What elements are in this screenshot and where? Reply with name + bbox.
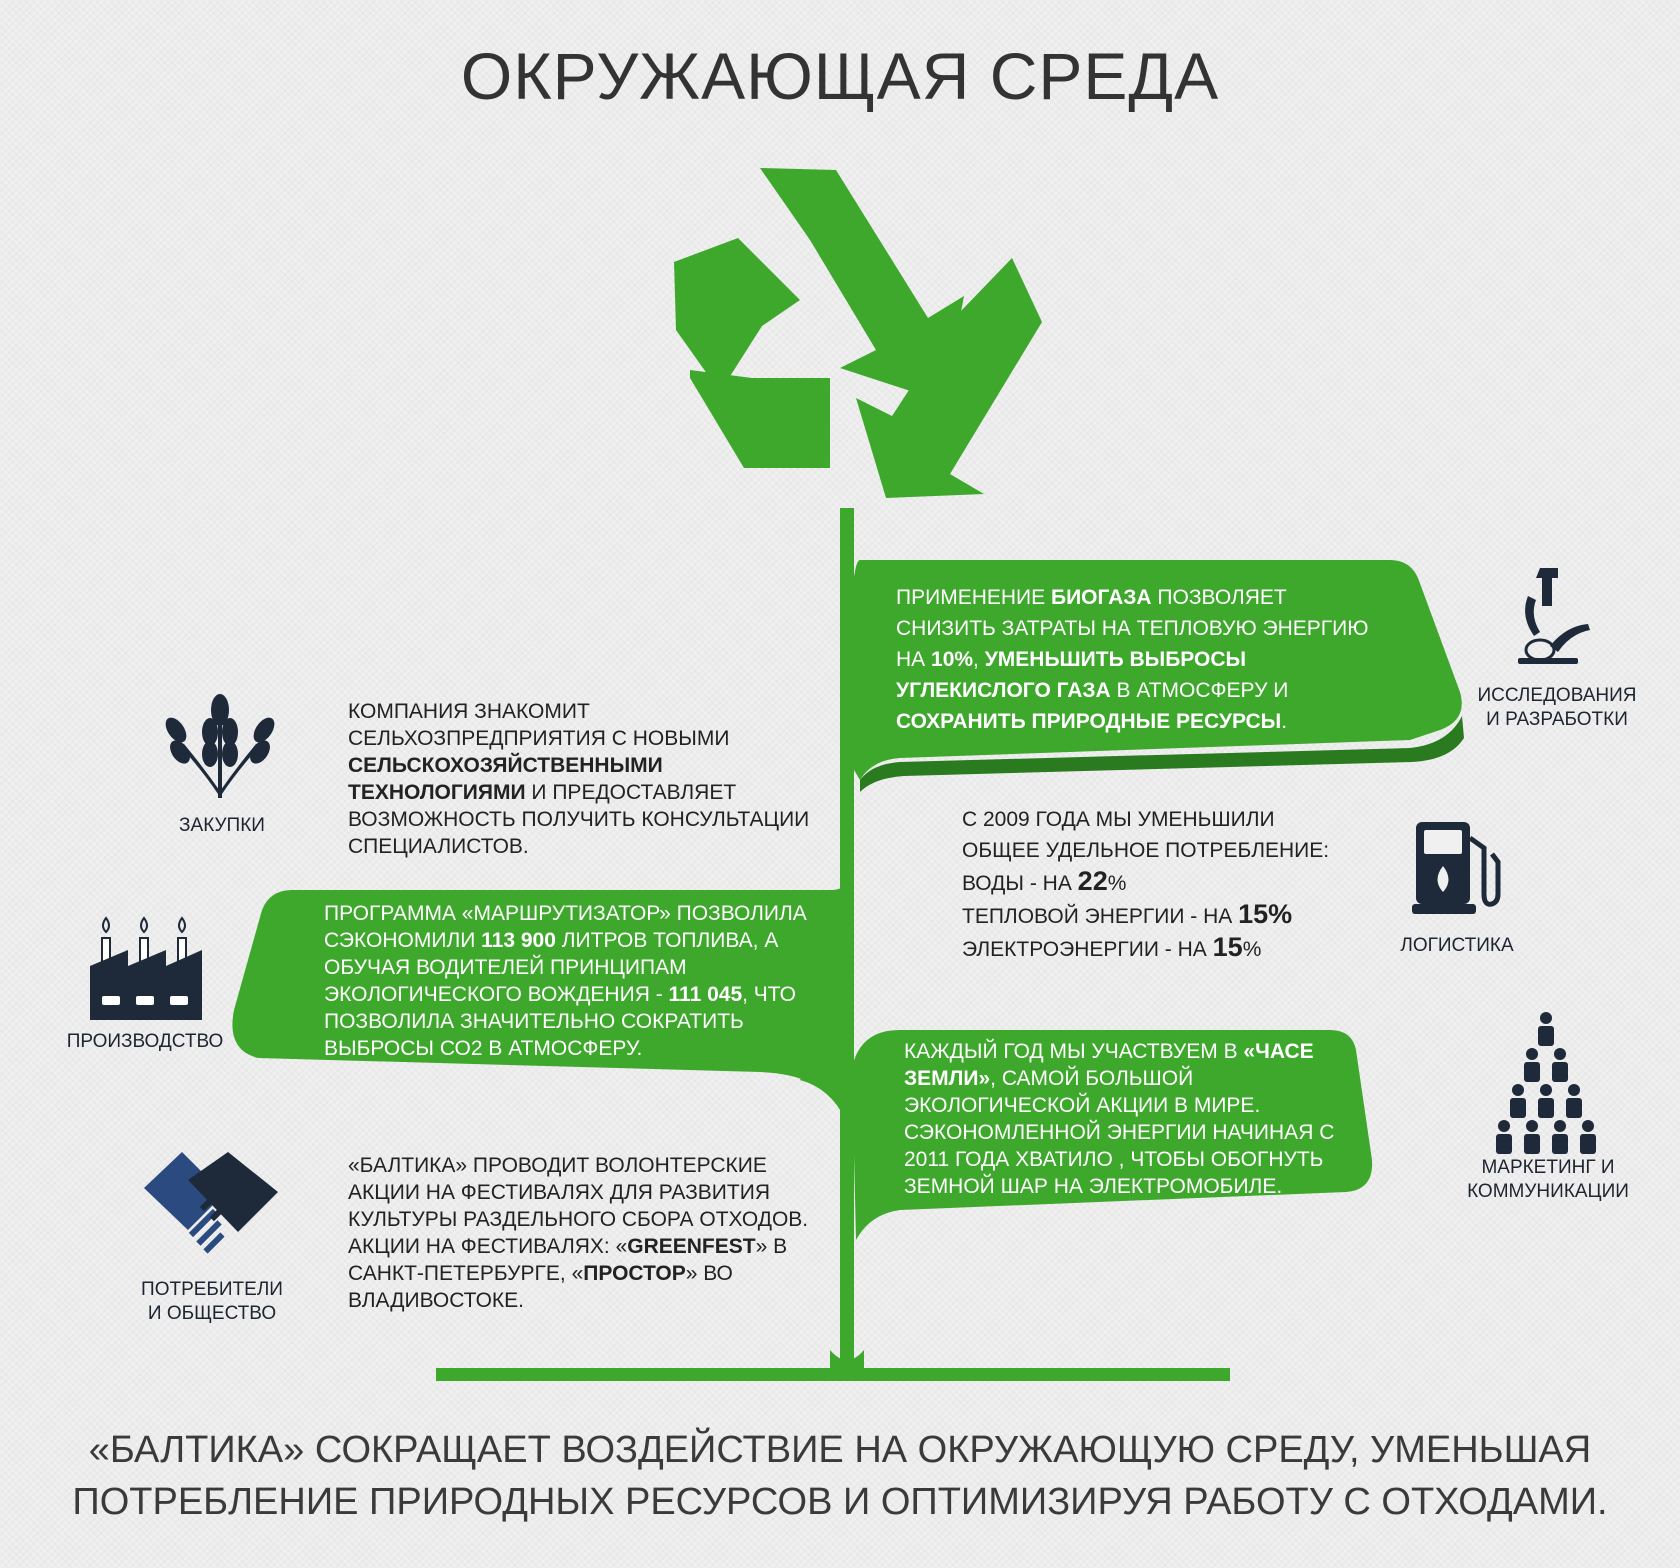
logistics-label: ЛОГИСТИКА (1400, 935, 1514, 956)
handshake-icon (144, 1150, 280, 1260)
procurement-label: ЗАКУПКИ (179, 815, 265, 836)
biogas-text: ПРИМЕНЕНИЕ БИОГАЗА ПОЗВОЛЯЕТ СНИЗИТЬ ЗАТРАТЫ НА ТЕПЛОВУЮ ЭНЕРГИЮ НА 10%, УМЕНЬШИТЬ ВЫБРОСЫ УГЛЕКИСЛОГО ГАЗА В АТМОСФЕРУ И СОХРАНИТЬ ПРИРОДНЫЕ РЕСУРСЫ. (896, 586, 1369, 733)
person-icon (1552, 1062, 1568, 1082)
router-text: ПРОГРАММА «МАРШРУТИЗАТОР» ПОЗВОЛИЛА СЭКОНОМИЛИ 113 900 ЛИТРОВ ТОПЛИВА, А ОБУЧАЯ ВОДИТЕЛЕЙ ПРИНЦИПАМ ЭКОЛОГИЧЕСКОГО ВОЖДЕНИЯ - 111 045, ЧТО ПОЗВОЛИЛА ЗНАЧИТЕЛЬНО СОКРАТИТЬ ВЫБРОСЫ СО2 В АТМОСФЕРУ. (324, 902, 807, 1060)
recycle-icon (674, 168, 1042, 498)
person-icon (1524, 1134, 1540, 1154)
person-icon (1526, 1048, 1538, 1060)
person-icon (1510, 1098, 1526, 1118)
agro-text: КОМПАНИЯ ЗНАКОМИТ СЕЛЬХОЗПРЕДПРИЯТИЯ С НОВЫМИ СЕЛЬСКОХОЗЯЙСТВЕННЫМИ ТЕХНОЛОГИЯМИ И ПРЕДОСТАВЛЯЕТ ВОЗМОЖНОСТЬ ПОЛУЧИТЬ КОНСУЛЬТАЦИИ СПЕЦИАЛИСТОВ. (348, 700, 810, 858)
person-icon (1554, 1120, 1566, 1132)
person-icon (1538, 1026, 1554, 1046)
wheat-icon (150, 690, 290, 800)
person-icon (1582, 1120, 1594, 1132)
footer-text: «БАЛТИКА» СОКРАЩАЕТ ВОЗДЕЙСТВИЕ НА ОКРУЖАЮЩУЮ СРЕДУ, УМЕНЬШАЯ ПОТРЕБЛЕНИЕ ПРИРОДНЫХ РЕСУРСОВ И ОПТИМИЗИРУЯ РАБОТУ С ОТХОДАМИ. (72, 1429, 1608, 1523)
person-icon (1568, 1084, 1580, 1096)
person-icon (1496, 1134, 1512, 1154)
person-icon (1538, 1098, 1554, 1118)
earth-hour-text: КАЖДЫЙ ГОД МЫ УЧАСТВУЕМ В «ЧАСЕ ЗЕМЛИ», САМОЙ БОЛЬШОЙ ЭКОЛОГИЧЕСКОЙ АКЦИИ В МИРЕ. СЭКОНОМЛЕННОЙ ЭНЕРГИИ НАЧИНАЯ С 2011 ГОДА ХВАТИЛО , ЧТОБЫ ОБОГНУТЬ ЗЕМНОЙ ШАР НА ЭЛЕКТРОМОБИЛЕ. (904, 1040, 1335, 1198)
consumers-label: ПОТРЕБИТЕЛИ И ОБЩЕСТВО (141, 1279, 283, 1324)
ground-line (436, 1368, 1230, 1381)
marketing-label: МАРКЕТИНГ И КОММУНИКАЦИИ (1467, 1157, 1629, 1202)
person-icon (1566, 1098, 1582, 1118)
person-icon (1512, 1084, 1524, 1096)
reduction-text: С 2009 ГОДА МЫ УМЕНЬШИЛИ ОБЩЕЕ УДЕЛЬНОЕ ПОТРЕБЛЕНИЕ: ВОДЫ - НА 22% ТЕПЛОВОЙ ЭНЕРГИИ - НА 15% ЭЛЕКТРОЭНЕРГИИ - НА 15% (962, 808, 1330, 962)
people-pyramid-icon (1490, 1008, 1602, 1154)
volunteer-text: «БАЛТИКА» ПРОВОДИТ ВОЛОНТЕРСКИЕ АКЦИИ НА ФЕСТИВАЛЯХ ДЛЯ РАЗВИТИЯ КУЛЬТУРЫ РАЗДЕЛЬНОГО СБОРА ОТХОДОВ. АКЦИИ НА ФЕСТИВАЛЯХ: «GREENFEST» В САНКТ-ПЕТЕРБУРГЕ, «ПРОСТОР» ВО ВЛАДИВОСТОКЕ. (348, 1154, 809, 1312)
production-label: ПРОИЗВОДСТВО (66, 1031, 224, 1052)
research-label: ИССЛЕДОВАНИЯ И РАЗРАБОТКИ (1477, 685, 1637, 730)
fuel-pump-icon (1412, 818, 1502, 918)
person-icon (1526, 1120, 1538, 1132)
person-icon (1552, 1134, 1568, 1154)
person-icon (1580, 1134, 1596, 1154)
person-icon (1498, 1120, 1510, 1132)
microscope-icon (1510, 566, 1594, 666)
person-icon (1524, 1062, 1540, 1082)
page-title: ОКРУЖАЮЩАЯ СРЕДА (460, 39, 1220, 113)
factory-icon (88, 916, 204, 1022)
person-icon (1554, 1048, 1566, 1060)
person-icon (1540, 1012, 1552, 1024)
person-icon (1540, 1084, 1552, 1096)
